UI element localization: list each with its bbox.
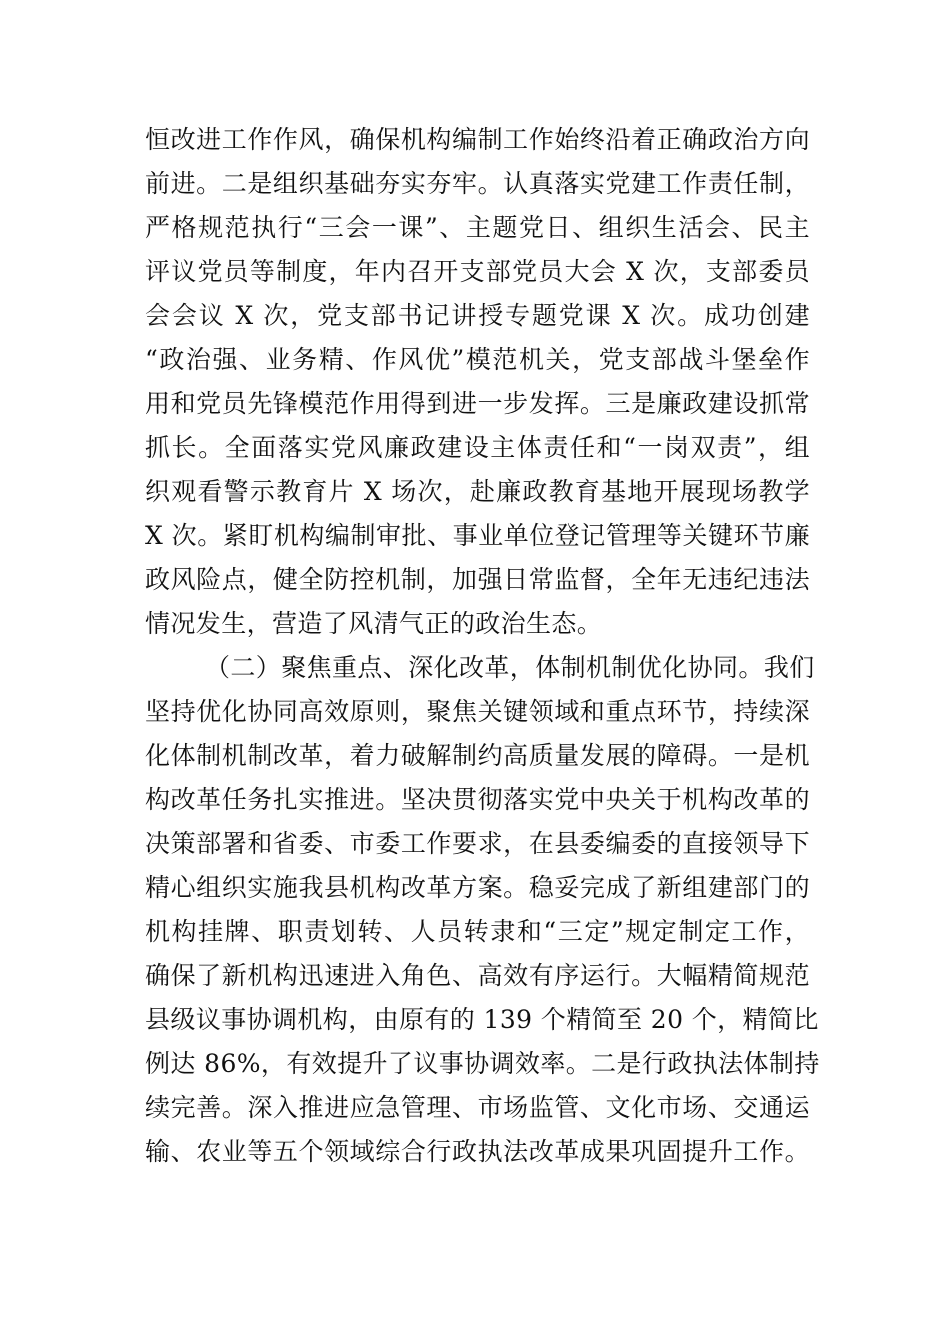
paragraph-1-line-6: “政治强、业务精、作风优”模范机关，党支部战斗堡垒作 (145, 345, 810, 374)
document-body (145, 118, 820, 1174)
paragraph-2-line-5: 决策部署和省委、市委工作要求，在县委编委的直接领导下 (145, 829, 810, 858)
paragraph-1-line-1: 恒改进工作作风，确保机构编制工作始终沿着正确政治方向 (145, 125, 810, 154)
paragraph-2-line-1-rest: 我们 (763, 653, 815, 682)
paragraph-1-line-11: 政风险点，健全防控机制，加强日常监督，全年无违纪违法 (145, 565, 810, 594)
paragraph-1-line-9: 织观看警示教育片 X 场次，赴廉政教育基地开展现场教学 (145, 477, 810, 506)
paragraph-2-line-1 (145, 646, 815, 690)
paragraph-2-line-11: 续完善。深入推进应急管理、市场监管、文化市场、交通运 (145, 1093, 810, 1122)
paragraph-2-line-10: 例达 86%，有效提升了议事协调效率。二是行政执法体制持 (145, 1049, 820, 1078)
paragraph-1-line-12: 情况发生，营造了风清气正的政治生态。 (145, 609, 603, 638)
paragraph-1-line-2: 前进。二是组织基础夯实夯牢。认真落实党建工作责任制， (145, 169, 810, 198)
paragraph-1-line-8: 抓长。全面落实党风廉政建设主体责任和“一岗双责”，组 (145, 433, 810, 462)
paragraph-1-line-10: X 次。紧盯机构编制审批、事业单位登记管理等关键环节廉 (145, 521, 810, 550)
paragraph-1-line-7: 用和党员先锋模范作用得到进一步发挥。三是廉政建设抓常 (145, 389, 810, 418)
paragraph-1 (145, 118, 810, 646)
paragraph-2-line-7: 机构挂牌、职责划转、人员转隶和“三定”规定制定工作， (145, 917, 810, 946)
paragraph-2-line-3: 化体制机制改革，着力破解制约高质量发展的障碍。一是机 (145, 741, 810, 770)
paragraph-2-line-8: 确保了新机构迅速进入角色、高效有序运行。大幅精简规范 (145, 961, 810, 990)
paragraph-2 (145, 646, 820, 1174)
paragraph-2-line-9: 县级议事协调机构，由原有的 139 个精简至 20 个，精简比 (145, 1005, 819, 1034)
paragraph-1-line-3: 严格规范执行“三会一课”、主题党日、组织生活会、民主 (145, 213, 810, 242)
paragraph-2-line-6: 精心组织实施我县机构改革方案。稳妥完成了新组建部门的 (145, 873, 810, 902)
paragraph-2-line-12: 输、农业等五个领域综合行政执法改革成果巩固提升工作。 (145, 1137, 810, 1166)
paragraph-2-line-4: 构改革任务扎实推进。坚决贯彻落实党中央关于机构改革的 (145, 785, 810, 814)
paragraph-2-line-2: 坚持优化协同高效原则，聚焦关键领域和重点环节，持续深 (145, 697, 810, 726)
paragraph-1-line-5: 会会议 X 次，党支部书记讲授专题党课 X 次。成功创建 (145, 301, 810, 330)
paragraph-1-line-4: 评议党员等制度，年内召开支部党员大会 X 次，支部委员 (145, 257, 810, 286)
section-heading: （二）聚焦重点、深化改革，体制机制优化协同。 (205, 653, 764, 682)
